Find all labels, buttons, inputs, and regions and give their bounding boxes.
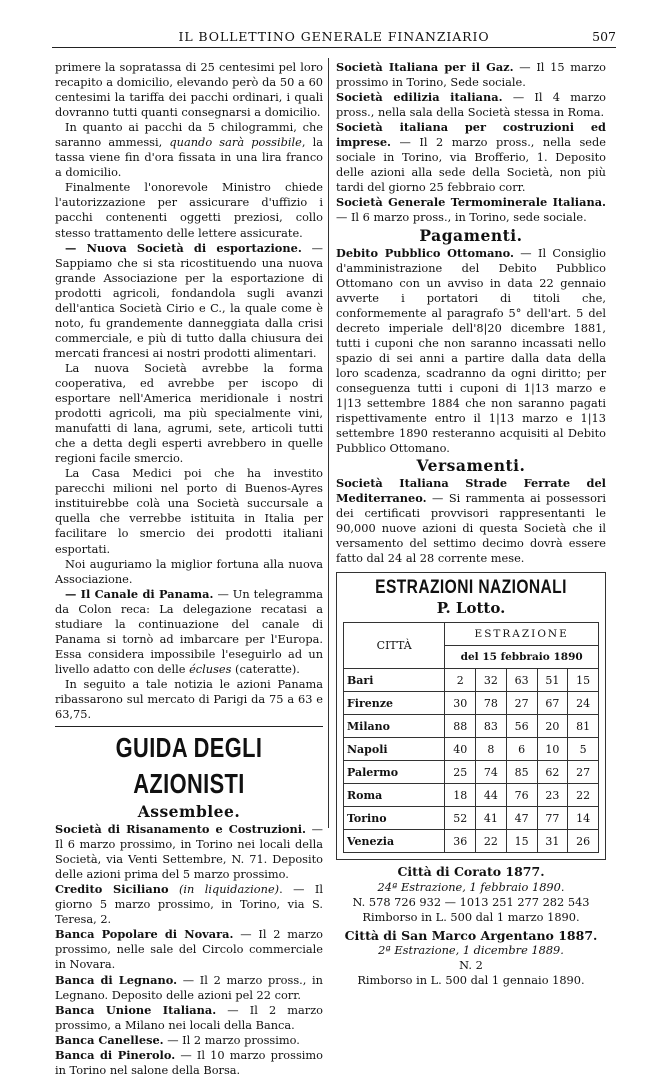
paragraph: In seguito a tale notizia le azioni Panama ribassarono sul mercato di Parigi da 75 a 63 e 63,75. [55,676,323,722]
sanmarco-rimborso: Rimborso in L. 500 dal 1 gennaio 1890. [357,972,585,987]
estrazioni-box [336,572,606,860]
notice-item: Società edilizia italiana. — Il 4 marzo pross., nella sala della Società stessa in Roma. [336,90,607,120]
lotto-number: 88 [445,715,476,738]
estrazione-header: ESTRAZIONE [445,623,599,646]
page-number: 507 [592,29,616,44]
journal-title: IL BOLLETTINO GENERALE FINANZIARIO [178,29,490,44]
lotto-heading: P. Lotto. [436,599,506,618]
lotto-number: 51 [537,669,568,692]
sanmarco-numbers: N. 2 [459,957,483,972]
city-name: Milano [344,715,445,738]
estrazioni-title: ESTRAZIONI NAZIONALI [375,577,567,599]
lotto-number: 40 [445,738,476,761]
notice-item: Società Italiana per il Gaz. — Il 15 marzo prossimo in Torino, Sede sociale. [336,60,606,90]
left-column [55,60,323,1078]
news-item-esportazione: — Nuova Società di esportazione. — Sappiamo che si sta ricostituendo una nuova grande Associazione per la esportazione di prodotti agricoli, fondandola sugli avanzi dell'antica Società Cirio e C., la quale come è noto, fu grandemente danneggiata dalla crisi commerciale, e più di tutto dalla chiusura dei mercati francesi ai nostri prodotti alimentari. [55,240,324,360]
corato-estrazione: 24ª Estrazione, 1 febbraio 1890. [377,879,565,894]
column-divider [328,58,329,828]
lotto-number: 27 [568,761,599,784]
notice-item: Società italiana per costruzioni ed imprese. — Il 2 marzo pross., nella sede sociale in Torino, via Brofferio, 1. Deposito delle azioni alla sede della Società, non più tardi del giorno 25 febbraio corr. [336,120,606,195]
lotto-table [343,622,599,853]
city-name: Venezia [344,830,445,853]
paragraph: Finalmente l'onorevole Ministro chiede l'autorizzazione per assicurare d'uffizio i pacchi contenenti oggetti preziosi, collo stesso trattamento delle lettere assicurate. [55,180,323,240]
header-rule [52,47,616,48]
notice-item: Banca Canellese. — Il 2 marzo prossimo. [55,1032,300,1047]
city-column-header: CITTÀ [344,623,445,669]
lotto-number: 18 [445,784,476,807]
lotto-number: 15 [568,669,599,692]
city-name: Firenze [344,692,445,715]
lotto-number: 27 [506,692,537,715]
lotto-number: 22 [568,784,599,807]
lotto-number: 78 [476,692,507,715]
lotto-row [344,692,599,715]
city-name: Palermo [344,761,445,784]
corato-numbers: N. 578 726 932 — 1013 251 277 282 543 [352,894,590,909]
lotto-number: 74 [476,761,507,784]
estrazione-date: del 15 febbraio 1890 [445,646,599,669]
lotto-number: 63 [506,669,537,692]
paragraph: La nuova Società avrebbe la forma cooperativa, ed avrebbe per iscopo di esportare nell'America meridionale i nostri prodotti agricoli, ma più specialmente vini, manufatti di lana, agrumi, sete, articoli tutti che a detta degli esperti avrebbero in quelle regioni facile smercio. [55,360,323,466]
lotto-row [344,830,599,853]
notice-item: Banca di Legnano. — Il 2 marzo pross., in Legnano. Deposito delle azioni pel 22 corr. [55,972,323,1002]
city-name: Torino [344,807,445,830]
lotto-number: 20 [537,715,568,738]
lotto-number: 2 [445,669,476,692]
subheading-pagamenti: Pagamenti. [419,225,523,245]
notice-item: Società Generale Termominerale Italiana. — Il 6 marzo pross., in Torino, sede sociale. [336,195,606,225]
lotto-number: 23 [537,784,568,807]
sanmarco-estrazione: 2ª Estrazione, 1 dicembre 1889. [378,942,564,957]
city-name: Napoli [344,738,445,761]
lotto-number: 44 [476,784,507,807]
lotto-number: 41 [476,807,507,830]
lotto-header-row [344,623,599,646]
city-name: Roma [344,784,445,807]
subheading-versamenti: Versamenti. [416,456,526,476]
section-rule [55,726,323,727]
notice-item: Debito Pubblico Ottomano. — Il Consiglio d'amministrazione del Debito Pubblico Ottomano con un avviso in data 22 gennaio avverte i portatori di titoli che, conformemente al paragrafo 5° dell'art. 5 del decreto imperiale dell'8|20 dicembre 1881, tutti i cuponi che non saranno incassati nello spazio di sei anni a partire dalla data della loro scadenza, scadranno da ogni diritto; per conseguenza tutti i cuponi di 1|13 marzo e 1|13 settembre 1884 che non saranno pagati rispettivamente entro il 1|13 marzo e 1|13 settembre 1890 resteranno acquisiti al Debito Pubblico Ottomano. [336,245,607,456]
section-heading-guida: GUIDA DEGLI AZIONISTI [115,732,263,800]
page-header [52,26,616,46]
lotto-number: 81 [568,715,599,738]
lotto-number: 47 [506,807,537,830]
lotto-number: 6 [506,738,537,761]
lotto-number: 77 [537,807,568,830]
lotto-number: 5 [568,738,599,761]
right-column [336,60,606,988]
lotto-number: 67 [537,692,568,715]
corato-title: Città di Corato 1877. [397,864,545,880]
paragraph: In quanto ai pacchi da 5 chilogrammi, che saranno ammessi, quando sarà possibile, la tassa viene fin d'ora fissata in una lira franco a domicilio. [55,120,324,180]
lotto-number: 10 [537,738,568,761]
lotto-number: 56 [506,715,537,738]
city-name: Bari [344,669,445,692]
notice-item: Società Italiana Strade Ferrate del Mediterraneo. — Si rammenta ai possessori dei certificati provvisori rappresentanti le 90,000 nuove azioni di questa Società che il versamento del settimo decimo dovrà essere fatto dal 24 al 28 corrente mese. [336,476,606,566]
lotto-row [344,669,599,692]
paragraph: La Casa Medici poi che ha investito parecchi milioni nel porto di Buenos-Ayres instituirebbe colà una Società succursale a quella che verrebbe istituita in Italia per facilitare lo smercio dei prodotti italiani esportati. [55,466,323,556]
lotto-number: 8 [476,738,507,761]
lotto-number: 15 [506,830,537,853]
lotto-row [344,761,599,784]
lotto-number: 30 [445,692,476,715]
lotto-number: 36 [445,830,476,853]
lotto-row [344,715,599,738]
lotto-number: 62 [537,761,568,784]
news-item-panama: — Il Canale di Panama. — Un telegramma da Colon reca: La delegazione recatasi a studiare la continuazione del canale di Panama si tornò ad imbarcare per l'Europa. Essa considera impossibile l'eseguirlo ad un livello adatto con delle écluses (cateratte). [55,586,323,676]
paragraph: primere la sopratassa di 25 centesimi pel loro recapito a domicilio, elevando però da 50 a 60 centesimi la tariffa dei pacchi ordinari, i quali dovranno tutti quanti consegnarsi a domicilio. [55,60,323,120]
sanmarco-title: Città di San Marco Argentano 1887. [344,927,598,943]
lotto-number: 22 [476,830,507,853]
corato-rimborso: Rimborso in L. 500 dal 1 marzo 1890. [362,909,580,924]
lotto-number: 14 [568,807,599,830]
lotto-number: 52 [445,807,476,830]
lotto-number: 32 [476,669,507,692]
notice-item: Banca Popolare di Novara. — Il 2 marzo prossimo, nelle sale del Circolo commerciale in Novara. [55,927,324,972]
lotto-number: 85 [506,761,537,784]
notice-item: Banca di Pinerolo. — Il 10 marzo prossimo in Torino nel salone della Borsa. [55,1047,323,1077]
lotto-number: 83 [476,715,507,738]
notice-item: Società di Risanamento e Costruzioni. — Il 6 marzo prossimo, in Torino nei locali della Società, via Venti Settembre, N. 71. Deposito delle azioni prima del 5 marzo prossimo. [55,822,323,882]
lotto-number: 31 [537,830,568,853]
lotto-number: 26 [568,830,599,853]
subheading-assemblee: Assemblee. [137,802,241,822]
lotto-number: 24 [568,692,599,715]
lotto-row [344,738,599,761]
lotto-row [344,807,599,830]
notice-item: Credito Siciliano (in liquidazione). — Il giorno 5 marzo prossimo, in Torino, via S. Teresa, 2. [55,882,323,927]
lotto-number: 25 [445,761,476,784]
lotto-row [344,784,599,807]
paragraph: Noi auguriamo la miglior fortuna alla nuova Associazione. [55,556,323,586]
notice-item: Banca Unione Italiana. — Il 2 marzo prossimo, a Milano nei locali della Banca. [55,1002,324,1032]
lotto-number: 76 [506,784,537,807]
